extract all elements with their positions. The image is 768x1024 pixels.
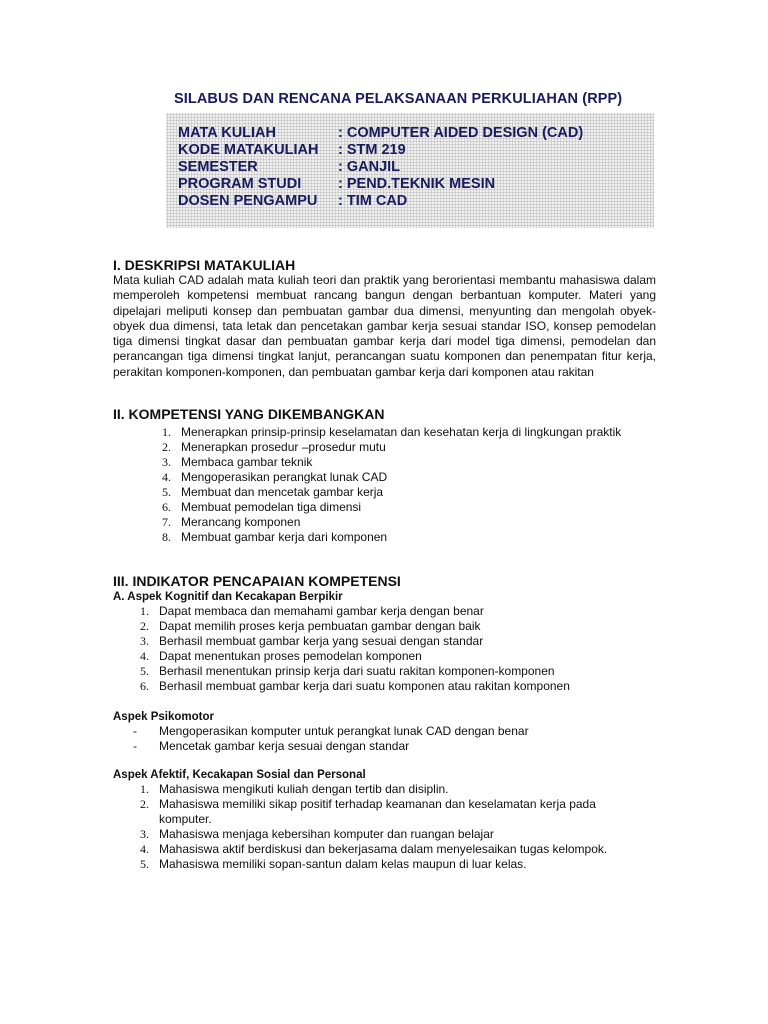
list-item xyxy=(140,634,570,649)
list-item-number: 4. xyxy=(140,842,149,856)
list-item-number: 3. xyxy=(162,455,171,469)
course-info-value: : COMPUTER AIDED DESIGN (CAD) xyxy=(338,125,584,141)
list-item-text: Dapat membaca dan memahami gambar kerja dengan benar xyxy=(159,604,484,618)
course-info-value: : STM 219 xyxy=(338,142,406,158)
list-item xyxy=(162,515,621,530)
subheading-aspek-kognitif: A. Aspek Kognitif dan Kecakapan Berpikir xyxy=(113,591,343,603)
subheading-aspek-afektif: Aspek Afektif, Kecakapan Sosial dan Personal xyxy=(113,769,366,781)
list-item xyxy=(133,724,529,739)
list-item-number: 7. xyxy=(162,515,171,529)
kognitif-list xyxy=(140,604,570,694)
list-item xyxy=(140,782,629,797)
list-item-text: Mahasiswa mengikuti kuliah dengan tertib dan disiplin. xyxy=(159,782,449,796)
list-item-bullet: - xyxy=(133,724,137,738)
course-info-label: PROGRAM STUDI xyxy=(178,176,302,192)
document-title: SILABUS DAN RENCANA PELAKSANAAN PERKULIAHAN (RPP) xyxy=(174,91,623,107)
list-item xyxy=(162,455,621,470)
course-info-value: : PEND.TEKNIK MESIN xyxy=(338,176,496,192)
list-item xyxy=(140,619,570,634)
list-item xyxy=(140,604,570,619)
list-item-number: 3. xyxy=(140,827,149,841)
list-item-text: Mengoperasikan komputer untuk perangkat lunak CAD dengan benar xyxy=(159,724,529,738)
list-item xyxy=(140,679,570,694)
list-item-text: Mencetak gambar kerja sesuai dengan standar xyxy=(159,739,410,753)
list-item-text: Membuat dan mencetak gambar kerja xyxy=(181,485,384,499)
list-item-number: 4. xyxy=(140,649,149,663)
list-item-number: 2. xyxy=(140,619,149,633)
list-item-text: Berhasil membuat gambar kerja dari suatu komponen atau rakitan komponen xyxy=(159,679,570,693)
course-info-value: : GANJIL xyxy=(338,159,401,175)
list-item xyxy=(162,485,621,500)
list-item-number: 6. xyxy=(162,500,171,514)
list-item xyxy=(140,857,629,872)
list-item-number: 1. xyxy=(140,782,149,796)
afektif-list xyxy=(140,782,629,872)
list-item xyxy=(140,664,570,679)
list-item-text: Berhasil menentukan prinsip kerja dari suatu rakitan komponen-komponen xyxy=(159,664,555,678)
list-item xyxy=(162,530,621,545)
list-item-number: 3. xyxy=(140,634,149,648)
subheading-aspek-psikomotor: Aspek Psikomotor xyxy=(113,711,214,723)
list-item xyxy=(133,739,529,754)
list-item-text: Mengoperasikan perangkat lunak CAD xyxy=(181,470,388,484)
list-item-text: Dapat menentukan proses pemodelan komponen xyxy=(159,649,422,663)
list-item-text: Berhasil membuat gambar kerja yang sesuai dengan standar xyxy=(159,634,484,648)
list-item-text: Mahasiswa aktif berdiskusi dan bekerjasama dalam menyelesaikan tugas kelompok. xyxy=(159,842,608,856)
list-item xyxy=(140,842,629,857)
list-item-text: Dapat memilih proses kerja pembuatan gambar dengan baik xyxy=(159,619,481,633)
list-item xyxy=(162,425,622,440)
list-item-number: 8. xyxy=(162,530,171,544)
list-item-text: Membuat gambar kerja dari komponen xyxy=(181,530,388,544)
list-item xyxy=(162,440,621,455)
section-heading-kompetensi: II. KOMPETENSI YANG DIKEMBANGKAN xyxy=(113,406,385,422)
course-info-box xyxy=(166,113,654,228)
course-info-value: : TIM CAD xyxy=(338,193,408,209)
list-item xyxy=(162,500,621,515)
list-item-text: Membaca gambar teknik xyxy=(181,455,313,469)
list-item-number: 4. xyxy=(162,470,171,484)
kompetensi-list xyxy=(162,425,622,545)
course-info-label: DOSEN PENGAMPU xyxy=(178,193,318,209)
list-item-text: Menerapkan prinsip-prinsip keselamatan dan kesehatan kerja di lingkungan praktik xyxy=(181,425,622,439)
list-item-text: Menerapkan prosedur –prosedur mutu xyxy=(181,440,386,454)
list-item-text: Merancang komponen xyxy=(181,515,301,529)
list-item-number: 5. xyxy=(140,857,149,871)
list-item-number: 1. xyxy=(162,425,171,439)
list-item xyxy=(140,649,570,664)
list-item xyxy=(162,470,621,485)
section-heading-deskripsi: I. DESKRIPSI MATAKULIAH xyxy=(113,257,296,273)
psikomotor-list xyxy=(133,724,529,754)
section-paragraph-deskripsi: Mata kuliah CAD adalah mata kuliah teori dan praktik yang berorientasi membantu mahasiswa dalam memperoleh kompetensi membuat rancang bangun dengan berbantuan komputer. Materi yang dipelajari meliputi konsep dan pembuatan gambar dua dimensi, menyunting dan mengolah obyek-obyek dua dimensi, tata letak dan pencetakan gambar kerja sesuai standar ISO, konsep pemodelan tiga dimensi tingkat dasar dan pembuatan gambar kerja dari model tiga dimensi, pemodelan dan perancangan tiga dimensi tingkat lanjut, perancangan suatu komponen dan penempatan fitur kerja, perakitan komponen-komponen, dan pembuatan gambar kerja dari komponen atau rakitan xyxy=(113,273,656,379)
list-item-bullet: - xyxy=(133,739,137,753)
list-item-text: Mahasiswa menjaga kebersihan komputer dan ruangan belajar xyxy=(159,827,494,841)
list-item-number: 2. xyxy=(162,440,171,454)
list-item-text: Mahasiswa memiliki sikap positif terhadap keamanan dan keselamatan kerja pada komputer. xyxy=(159,797,596,826)
list-item-number: 5. xyxy=(162,485,171,499)
list-item-number: 5. xyxy=(140,664,149,678)
list-item-number: 6. xyxy=(140,679,149,693)
course-info-label: SEMESTER xyxy=(178,159,258,175)
list-item xyxy=(140,797,629,827)
list-item-text: Mahasiswa memiliki sopan-santun dalam kelas maupun di luar kelas. xyxy=(159,857,527,871)
list-item-number: 1. xyxy=(140,604,149,618)
course-info-label: KODE MATAKULIAH xyxy=(178,142,319,158)
section-heading-indikator: III. INDIKATOR PENCAPAIAN KOMPETENSI xyxy=(113,573,401,589)
list-item-text: Membuat pemodelan tiga dimensi xyxy=(181,500,362,514)
list-item-number: 2. xyxy=(140,797,149,811)
list-item xyxy=(140,827,629,842)
course-info-label: MATA KULIAH xyxy=(178,125,276,141)
